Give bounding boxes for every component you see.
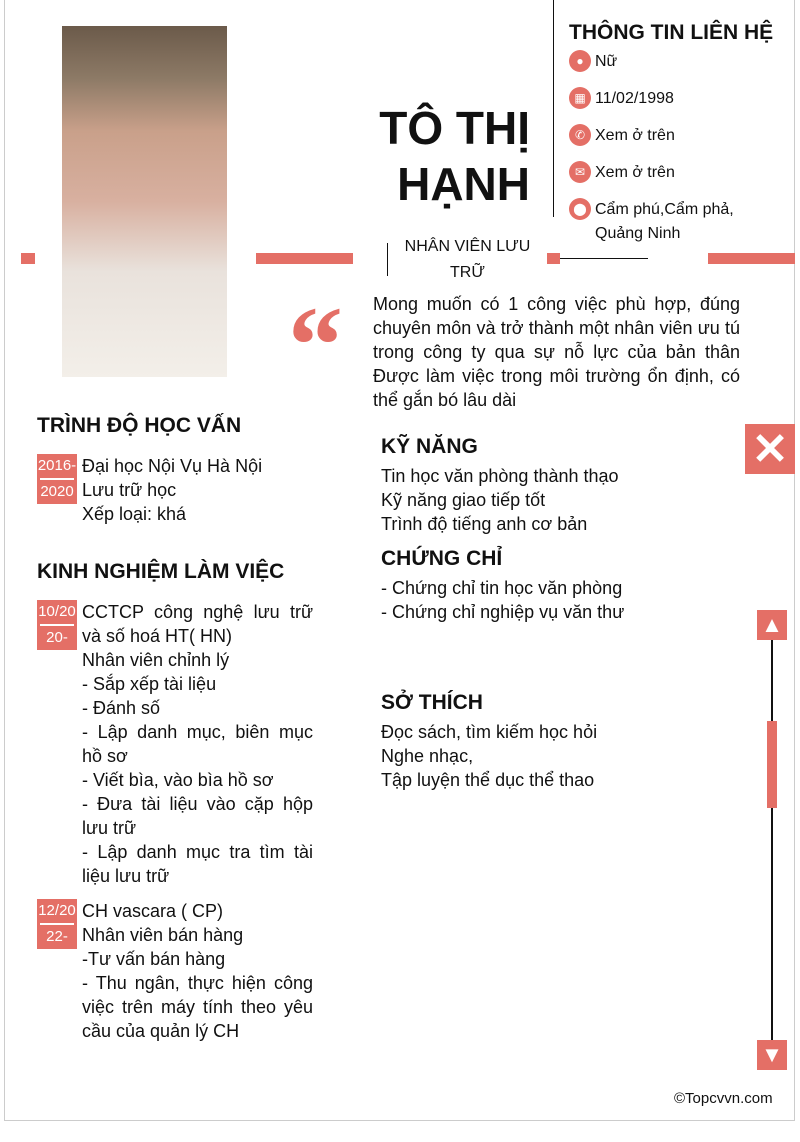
date-to: 20- [46, 629, 68, 646]
contact-email [569, 161, 675, 185]
contact-phone [569, 124, 675, 148]
scroll-down-button[interactable] [757, 1040, 787, 1070]
exp-line: - Đưa tài liệu vào cặp hộp lưu trữ [82, 794, 313, 838]
profile-photo [62, 26, 227, 377]
user-icon: ● [569, 50, 591, 72]
decor-bar [21, 253, 35, 264]
phone-value: Xem ở trên [595, 127, 675, 144]
experience-item [82, 600, 313, 888]
contact-gender [569, 50, 617, 74]
certificates-heading: CHỨNG CHỈ [381, 547, 503, 570]
experience-date [37, 600, 77, 650]
phone-icon: ✆ [569, 124, 591, 146]
hobby-item: Tập luyện thể dục thể thao [381, 770, 595, 790]
close-icon: ✕ [751, 424, 789, 474]
triangle-down-icon: ▼ [761, 1042, 783, 1067]
exp-line: Nhân viên bán hàng [82, 925, 244, 945]
exp-line: - Sắp xếp tài liệu [82, 674, 217, 694]
exp-line: - Lập danh mục, biên mục hồ sơ [82, 722, 313, 766]
divider [387, 243, 388, 276]
contact-dob [569, 87, 674, 111]
experience-heading: KINH NGHIỆM LÀM VIỆC [37, 560, 285, 583]
address-value: Cẩm phú,Cẩm phả, Quảng Ninh [595, 201, 734, 242]
hobby-item: Nghe nhạc, [381, 746, 474, 766]
exp-line: CH vascara ( CP) [82, 901, 224, 921]
experience-date [37, 899, 77, 949]
hobby-item: Đọc sách, tìm kiếm học hỏi [381, 722, 598, 742]
scrollbar-thumb[interactable] [767, 721, 777, 808]
email-value: Xem ở trên [595, 164, 675, 181]
major: Lưu trữ học [82, 480, 177, 500]
divider [560, 258, 648, 259]
contact-address [569, 198, 749, 246]
certificate-item: - Chứng chỉ nghiệp vụ văn thư [381, 602, 625, 622]
divider [553, 0, 554, 217]
quote-icon: “ [288, 284, 343, 406]
exp-line: CCTCP công nghệ lưu trữ và số hoá HT( HN) [82, 602, 313, 646]
gender-value: Nữ [595, 53, 618, 70]
hobbies-list [381, 720, 597, 792]
exp-line: Nhân viên chỉnh lý [82, 650, 230, 670]
certificate-item: - Chứng chỉ tin học văn phòng [381, 578, 623, 598]
experience-item [82, 899, 313, 1043]
education-details [82, 454, 314, 526]
close-button[interactable] [745, 424, 795, 474]
education-heading: TRÌNH ĐỘ HỌC VẤN [37, 414, 242, 437]
date-from: 10/20 [38, 603, 76, 620]
exp-line: - Đánh số [82, 698, 161, 718]
job-title: NHÂN VIÊN LƯU TRỮ [404, 238, 531, 281]
skill-item: Kỹ năng giao tiếp tốt [381, 490, 546, 510]
dob-value: 11/02/1998 [595, 90, 674, 107]
exp-line: - Lập danh mục tra tìm tài liệu lưu trữ [82, 842, 313, 886]
exp-line: - Viết bìa, vào bìa hồ sơ [82, 770, 274, 790]
contact-heading: THÔNG TIN LIÊN HỆ [569, 21, 774, 44]
date-from: 2016- [37, 457, 77, 474]
footer-credit: ©Topcvvn.com [674, 1090, 773, 1107]
grade: Xếp loại: khá [82, 504, 187, 524]
exp-line: -Tư vấn bán hàng [82, 949, 226, 969]
location-icon: ⬤ [569, 198, 591, 220]
date-from: 12/20 [38, 902, 76, 919]
exp-line: - Thu ngân, thực hiện công việc trên máy tính theo yêu cầu của quản lý CH [82, 973, 313, 1041]
full-name: TÔ THỊ HẠNH [379, 102, 530, 210]
education-date [37, 454, 77, 504]
decor-bar [708, 253, 795, 264]
triangle-up-icon: ▲ [761, 612, 783, 637]
decor-bar [256, 253, 353, 264]
skills-list [381, 464, 619, 536]
certificates-list [381, 576, 624, 624]
mail-icon: ✉ [569, 161, 591, 183]
date-to: 2020 [40, 483, 74, 500]
hobbies-heading: SỞ THÍCH [381, 691, 483, 714]
calendar-icon: ▦ [569, 87, 591, 109]
skills-heading: KỸ NĂNG [381, 435, 478, 458]
objective: Mong muốn có 1 công việc phù hợp, đúng chuyên môn và trở thành một nhân viên ưu tú trong công ty qua sự nỗ lực của bản thân Được làm việc trong môi trường ổn định, có thể gắn bó lâu dài [373, 294, 740, 410]
school: Đại học Nội Vụ Hà Nội [82, 456, 263, 476]
skill-item: Trình độ tiếng anh cơ bản [381, 514, 588, 534]
scrollbar-track[interactable] [771, 640, 773, 1040]
date-to: 22- [46, 928, 68, 945]
skill-item: Tin học văn phòng thành thạo [381, 466, 619, 486]
scroll-up-button[interactable] [757, 610, 787, 640]
decor-bar [547, 253, 560, 264]
